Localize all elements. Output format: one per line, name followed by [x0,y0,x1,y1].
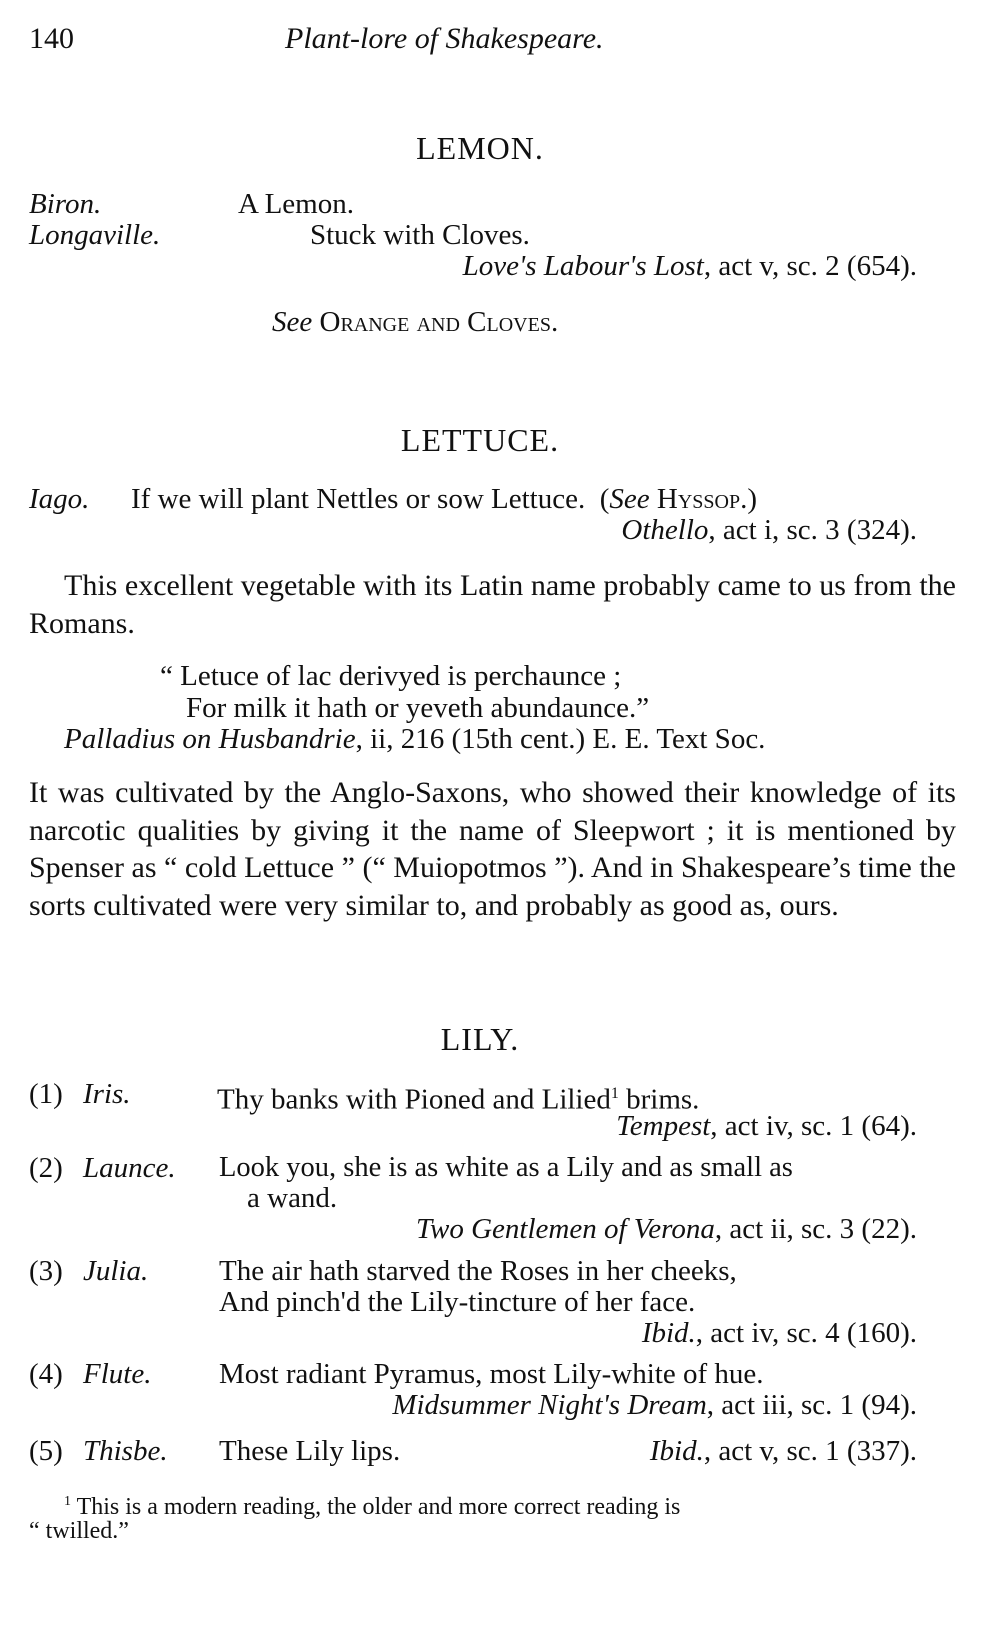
speaker-longaville: Longaville. [29,219,161,251]
citation [300,1315,917,1351]
verse-line: For milk it hath or yeveth abundaunce.” [186,692,650,724]
speaker-julia: Julia. [83,1255,149,1287]
citation-ref: , act v, sc. 2 (654). [703,250,917,282]
see-also [272,304,558,340]
citation-ref: , act i, sc. 3 (324). [708,514,917,546]
citation-work: Two Gentlemen of Verona [416,1213,715,1245]
citation-work: Ibid. [649,1435,704,1467]
verse-citation [64,721,765,757]
citation [200,1387,917,1423]
citation-work: Midsummer Night's Dream [392,1389,707,1421]
footnote-text: This is a modern reading, the older and more correct reading is [76,1494,681,1520]
citation [300,1108,917,1144]
citation [500,1433,917,1469]
see-reference: Hyssop.) [656,483,757,515]
footnote-continuation: “ twilled.” [29,1518,129,1544]
speaker-launce: Launce. [83,1152,176,1184]
paragraph: This excellent vegetable with its Latin name probably came to us from the Romans. [29,569,956,640]
entry-number: (1) [29,1078,63,1110]
speaker-biron: Biron. [29,188,102,220]
citation-ref: , act v, sc. 1 (337). [703,1435,917,1467]
speaker-thisbe: Thisbe. [83,1435,168,1467]
citation-ref: , ii, 216 (15th cent.) E. E. Text Soc. [355,723,766,755]
citation-work: Love's Labour's Lost [462,250,704,282]
footnote-marker: 1 [610,1085,619,1102]
running-title: Plant-lore of Shakespeare. [285,22,604,55]
paragraph: It was cultivated by the Anglo-Saxons, who showed their knowledge of its narcotic qualities by giving it the name of Sleepwort ; it is mentioned by Spenser as “ cold Lettuce ” (“ Muiopotmos ”). And in Shakespeare’s time the sorts cultivated were very similar to, and probably as good as, ours. [29,776,956,922]
entry-number: (5) [29,1435,63,1467]
citation [300,512,917,548]
quote-line: Look you, she is as white as a Lily and as small as [219,1152,793,1183]
page-number: 140 [29,22,74,55]
section-heading-lily: LILY. [440,1021,520,1057]
citation-work: Tempest [616,1110,711,1142]
speaker-flute: Flute. [83,1358,152,1390]
citation [300,248,917,284]
quote-line: Most radiant Pyramus, most Lily-white of hue. [219,1358,764,1390]
footnote-mark: 1 [64,1494,71,1509]
quote-text: brims. [618,1083,700,1116]
citation-work: Ibid. [641,1317,696,1349]
quote-line: A Lemon. [238,188,354,220]
citation [200,1211,917,1247]
footnote [64,1488,680,1521]
entry-number: (2) [29,1152,63,1184]
citation-work: Palladius on Husbandrie [64,723,356,755]
quote-text: Thy banks with Pioned and Lilied [217,1083,611,1116]
quote-line: And pinch'd the Lily-tincture of her face. [219,1286,696,1318]
quote-text: If we will plant Nettles or sow Lettuce. [131,483,586,515]
quote-line: The air hath starved the Roses in her cheeks, [219,1255,737,1287]
quote-line: a wand. [247,1182,338,1214]
verse-line: “ Letuce of lac derivyed is perchaunce ; [160,660,622,692]
speaker-iris: Iris. [83,1078,131,1110]
see-reference: Orange and Cloves. [319,306,559,338]
see-label: See [272,306,313,338]
citation-ref: , act iii, sc. 1 (94). [706,1389,917,1421]
see-label: See [609,483,650,515]
see-open: ( [599,483,610,515]
section-heading-lemon: LEMON. [416,130,544,166]
citation-ref: , act iv, sc. 4 (160). [695,1317,917,1349]
quote-line: Stuck with Cloves. [310,219,530,251]
citation-ref: , act ii, sc. 3 (22). [714,1213,917,1245]
entry-number: (4) [29,1358,63,1390]
entry-number: (3) [29,1255,63,1287]
citation-ref: , act iv, sc. 1 (64). [710,1110,917,1142]
speaker-iago: Iago. [29,483,90,515]
citation-work: Othello [621,514,709,546]
section-heading-lettuce: LETTUCE. [400,422,560,458]
quote-line: These Lily lips. [219,1435,401,1467]
